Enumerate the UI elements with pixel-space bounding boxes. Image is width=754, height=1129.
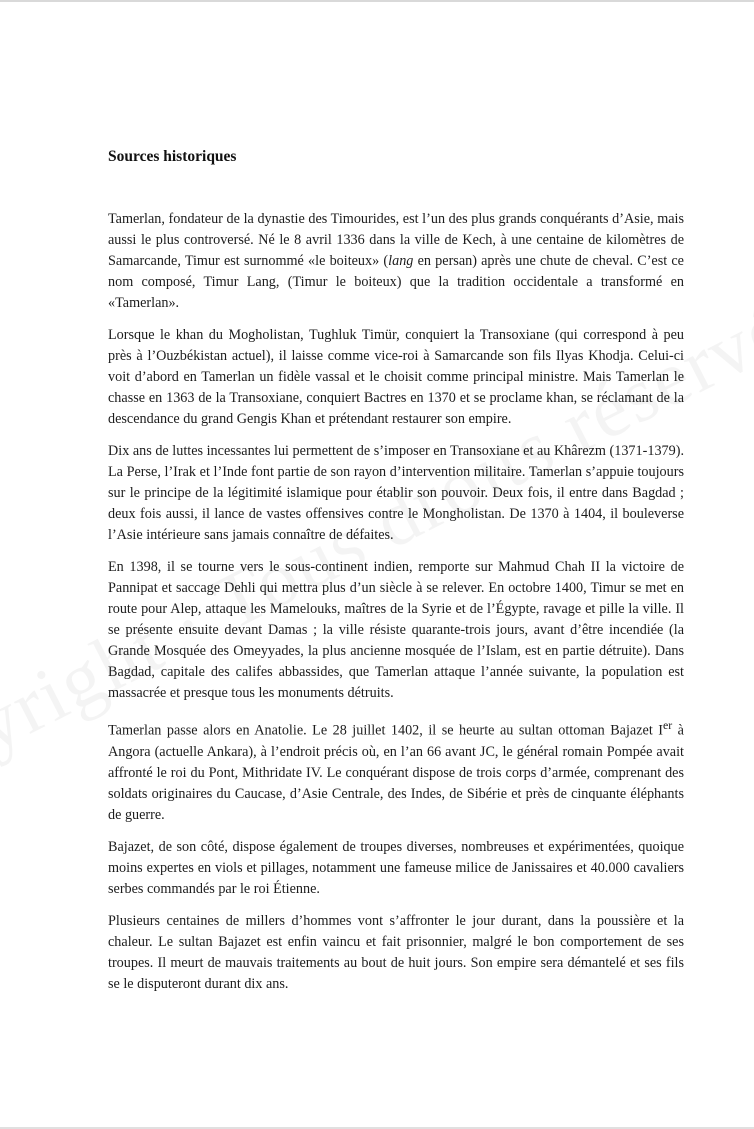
paragraph-5-superscript: er — [662, 718, 673, 732]
paragraph-1-italic-word: lang — [388, 253, 414, 269]
body-text — [108, 209, 684, 1006]
paragraph-3: Dix ans de luttes incessantes lui permettent de s’imposer en Transoxiane et au Khârezm (1371-1379). La Perse, l’Irak et l’Inde font partie de son rayon d’intervention militaire. Tamerlan s’appuie toujours sur le principe de la légitimité islamique pour établir son pouvoir. Deux fois, il entre dans Bagdad ; deux fois aussi, il lance de vastes offensives contre le Mongholistan. De 1370 à 1404, il bouleverse l’Asie intérieure sans jamais connaître de défaites. — [108, 443, 684, 543]
page-top-edge — [0, 0, 754, 2]
paragraph-5 — [108, 715, 684, 826]
paragraph-5-text-a: Tamerlan passe alors en Anatolie. Le 28 juillet 1402, il se heurte au sultan ottoman Bajazet I — [108, 722, 663, 739]
paragraph-1-text-b: en persan) après une chute de cheval. C’est ce nom composé, Timur Lang, (Timur le boiteux) que la tradition occidentale a transformé en «Tamerlan». — [108, 253, 684, 311]
paragraph-4: En 1398, il se tourne vers le sous-continent indien, remporte sur Mahmud Chah II la victoire de Pannipat et saccage Dehli qui mettra plus d’un siècle à se relever. En octobre 1400, Timur se met en route pour Alep, attaque les Mamelouks, maîtres de la Syrie et de l’Égypte, ravage et pille la ville. Il se présente ensuite devant Damas ; la ville résiste quarante-trois jours, avant d’être incendiée (la Grande Mosquée des Omeyyades, la plus ancienne mosquée de l’Islam, est en partie détruite). Dans Bagdad, capitale des califes abbassides, que Tamerlan attaque l’année suivante, la population est massacrée et presque tous les monuments détruits. — [108, 559, 684, 701]
paragraph-7: Plusieurs centaines de millers d’hommes vont s’affronter le jour durant, dans la poussière et la chaleur. Le sultan Bajazet est enfin vaincu et fait prisonnier, malgré le bon comportement de ses troupes. Il meurt de mauvais traitements au bout de huit jours. Son empire sera démantelé et ses fils se le disputeront durant dix ans. — [108, 912, 684, 992]
paragraph-1 — [108, 209, 684, 314]
paragraph-6: Bajazet, de son côté, dispose également de troupes diverses, nombreuses et expérimentées, quoique moins expertes en viols et pillages, notamment une fameuse milice de Janissaires et 40.000 cavaliers serbes commandés par le roi Étienne. — [108, 838, 684, 897]
paragraph-1-text-a: Tamerlan, fondateur de la dynastie des Timourides, est l’un des plus grands conquérants d’Asie, mais aussi le plus controversé. Né le 8 avril 1336 dans la ville de Kech, à une centaine de kilomètres de Samarcande, Timur est surnommé «le boiteux» ( — [108, 211, 684, 269]
paragraph-2: Lorsque le khan du Mogholistan, Tughluk Timür, conquiert la Transoxiane (qui correspond à peu près à l’Ouzbékistan actuel), il laisse comme vice-roi à Samarcande son fils Ilyas Khodja. Celui-ci voit d’abord en Tamerlan un fidèle vassal et le choisit comme principal ministre. Mais Tamerlan le chasse en 1363 de la Transoxiane, conquiert Bactres en 1370 et se proclame khan, se réclamant de la descendance du grand Gengis Khan et prétendant restaurer son empire. — [108, 327, 684, 427]
section-heading: Sources historiques — [108, 148, 237, 165]
paragraph-5-text-b: à Angora (actuelle Ankara), à l’endroit précis où, en l’an 66 avant JC, le général romain Pompée avait affronté le roi du Pont, Mithridate IV. Le conquérant dispose de trois corps d’armée, comprenant des soldats originaires du Caucase, d’Asie Centrale, des Indes, de Sibérie et près de cinquante éléphants de guerre. — [108, 722, 684, 823]
